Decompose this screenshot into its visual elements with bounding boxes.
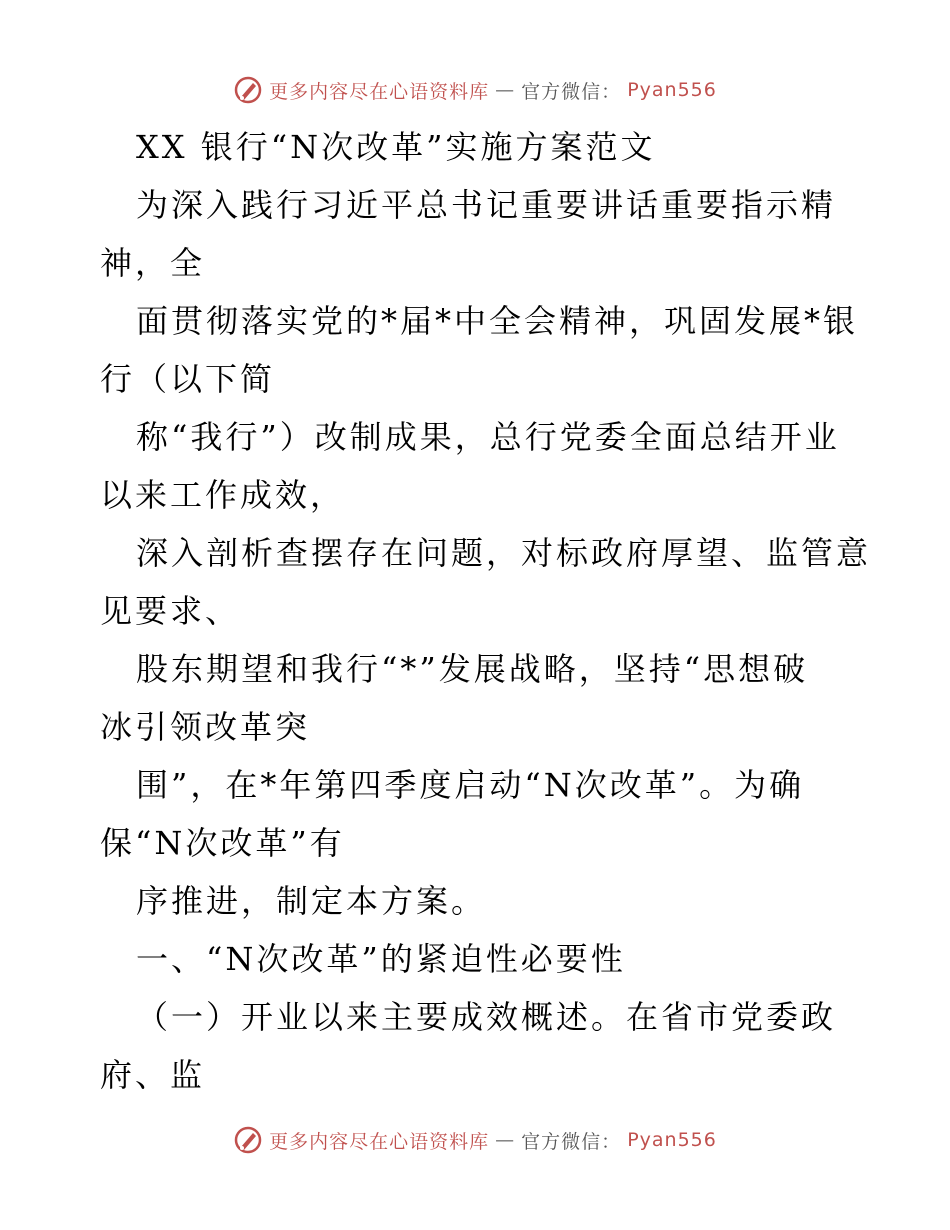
watermark-text: 更多内容尽在心语资料库	[269, 80, 490, 103]
doc-line: 保“N次改革”有	[100, 824, 345, 862]
doc-line: 称“我行”）改制成果，总行党委全面总结开业	[136, 418, 840, 456]
doc-line: 围”，在*年第四季度启动“N次改革”。为确	[136, 766, 805, 804]
watermark-brand	[233, 75, 717, 105]
doc-line: 深入剖析查摆存在问题，对标政府厚望、监管意	[136, 534, 872, 572]
doc-line: 神，全	[100, 244, 206, 282]
watermark-separator: —	[495, 79, 516, 101]
pen-seal-icon	[233, 1125, 263, 1155]
document-body	[100, 118, 872, 1104]
footer-watermark	[0, 1120, 950, 1160]
doc-line: （一）开业以来主要成效概述。在省市党委政	[136, 998, 837, 1036]
doc-line: 股东期望和我行“*”发展战略，坚持“思想破	[136, 650, 809, 688]
doc-line: 序推进，制定本方案。	[136, 882, 487, 920]
doc-line: 以来工作成效，	[100, 476, 346, 514]
doc-line: 一、“N次改革”的紧迫性必要性	[136, 940, 626, 978]
header-watermark	[0, 70, 950, 110]
doc-line: 为深入践行习近平总书记重要讲话重要指示精	[136, 186, 837, 224]
watermark-official: 官方微信：	[521, 1130, 622, 1153]
watermark-id: Pyan556	[627, 79, 717, 101]
doc-line: 府、监	[100, 1056, 206, 1094]
watermark-official: 官方微信：	[521, 80, 622, 103]
doc-line: XX 银行“N次改革”实施方案范文	[136, 128, 656, 166]
watermark-brand	[233, 1125, 717, 1155]
doc-line: 见要求、	[100, 592, 241, 630]
watermark-separator: —	[495, 1129, 516, 1151]
doc-line: 行（以下简	[100, 360, 276, 398]
watermark-text: 更多内容尽在心语资料库	[269, 1130, 490, 1153]
pen-seal-icon	[233, 75, 263, 105]
watermark-id: Pyan556	[627, 1129, 717, 1151]
doc-line: 面贯彻落实党的*届*中全会精神，巩固发展*银	[136, 302, 859, 340]
doc-line: 冰引领改革突	[100, 708, 311, 746]
